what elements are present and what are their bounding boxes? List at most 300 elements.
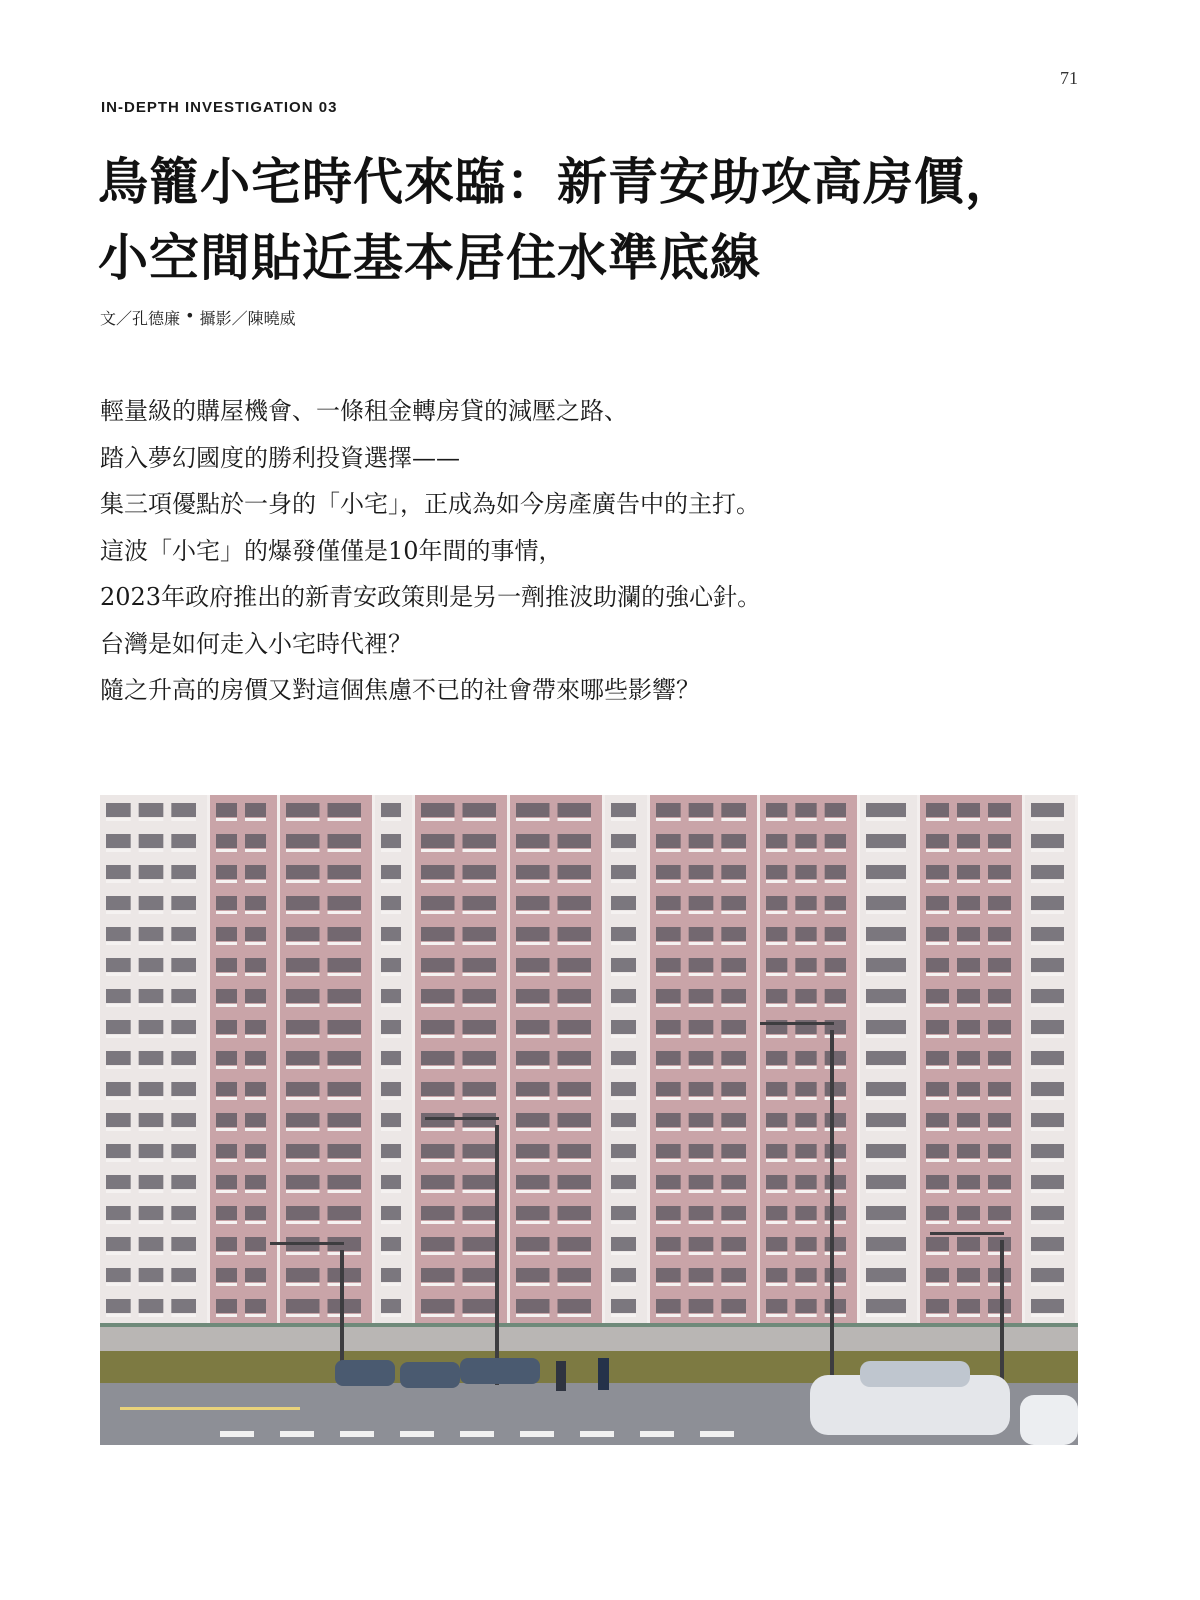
- window: [957, 1268, 980, 1282]
- window: [106, 958, 131, 972]
- byline-separator: •: [180, 306, 200, 325]
- window: [689, 927, 714, 941]
- window-sill: [463, 973, 497, 976]
- window: [795, 1144, 816, 1158]
- window: [245, 1175, 266, 1189]
- window: [516, 896, 550, 910]
- window: [421, 896, 455, 910]
- window: [656, 1206, 681, 1220]
- window: [216, 896, 237, 910]
- window-sill: [381, 1283, 401, 1286]
- window-sill: [171, 1066, 196, 1069]
- window-sill: [245, 880, 266, 883]
- window-sill: [1031, 973, 1064, 976]
- window-sill: [988, 849, 1011, 852]
- window: [286, 1051, 320, 1065]
- window: [286, 1144, 320, 1158]
- window: [421, 989, 455, 1003]
- window: [171, 1051, 196, 1065]
- window: [689, 1113, 714, 1127]
- window: [558, 1082, 592, 1096]
- article-headline: [98, 144, 1108, 296]
- window-sill: [611, 1283, 636, 1286]
- window: [689, 958, 714, 972]
- window: [957, 803, 980, 817]
- facade-column-edge: [602, 795, 605, 1335]
- window: [139, 1299, 164, 1313]
- window: [516, 1268, 550, 1282]
- window-sill: [216, 1314, 237, 1317]
- window: [611, 958, 636, 972]
- window: [988, 803, 1011, 817]
- window-sill: [245, 1283, 266, 1286]
- street-lamp-arm: [270, 1242, 344, 1245]
- window: [463, 1144, 497, 1158]
- sedan-cabin: [860, 1361, 970, 1387]
- crosswalk-stripe: [460, 1431, 494, 1437]
- window: [245, 896, 266, 910]
- window: [216, 865, 237, 879]
- window-sill: [611, 911, 636, 914]
- window: [245, 927, 266, 941]
- window-sill: [516, 1190, 550, 1193]
- window: [245, 1237, 266, 1251]
- window-sill: [245, 1066, 266, 1069]
- street-lamp-arm: [760, 1022, 834, 1025]
- window-sill: [926, 1066, 949, 1069]
- window: [245, 1020, 266, 1034]
- window: [988, 1144, 1011, 1158]
- perimeter-wall: [100, 1323, 1078, 1355]
- window-sill: [766, 1097, 787, 1100]
- window-sill: [516, 1314, 550, 1317]
- window: [689, 1144, 714, 1158]
- window-sill: [216, 1004, 237, 1007]
- apartment-building-illustration: [100, 795, 1078, 1445]
- window-sill: [328, 942, 362, 945]
- window-sill: [286, 942, 320, 945]
- window: [656, 865, 681, 879]
- window-sill: [988, 1097, 1011, 1100]
- window: [988, 834, 1011, 848]
- window: [1031, 1082, 1064, 1096]
- window: [721, 1082, 746, 1096]
- window: [328, 1082, 362, 1096]
- window-sill: [286, 1283, 320, 1286]
- window: [106, 1051, 131, 1065]
- window-sill: [245, 818, 266, 821]
- window: [171, 927, 196, 941]
- window: [926, 958, 949, 972]
- window: [139, 896, 164, 910]
- window-sill: [139, 1159, 164, 1162]
- window: [825, 1175, 846, 1189]
- window: [988, 927, 1011, 941]
- window-sill: [245, 1252, 266, 1255]
- page-number: 71: [1060, 68, 1078, 88]
- window: [328, 1175, 362, 1189]
- window-sill: [1031, 818, 1064, 821]
- window: [721, 865, 746, 879]
- pedestrian: [556, 1361, 566, 1391]
- window: [286, 1020, 320, 1034]
- window-sill: [171, 818, 196, 821]
- window-sill: [721, 1283, 746, 1286]
- window-sill: [516, 849, 550, 852]
- window-sill: [421, 973, 455, 976]
- window-sill: [689, 1221, 714, 1224]
- window: [421, 1237, 455, 1251]
- window-sill: [926, 1190, 949, 1193]
- window: [216, 927, 237, 941]
- window-sill: [611, 1004, 636, 1007]
- window: [558, 896, 592, 910]
- parked-car: [460, 1358, 540, 1384]
- window: [926, 834, 949, 848]
- window-sill: [463, 1066, 497, 1069]
- window: [926, 1113, 949, 1127]
- window: [328, 865, 362, 879]
- window-sill: [795, 1190, 816, 1193]
- window: [286, 958, 320, 972]
- window-sill: [721, 1128, 746, 1131]
- window: [795, 1237, 816, 1251]
- window-sill: [988, 1159, 1011, 1162]
- window-sill: [245, 1128, 266, 1131]
- window-sill: [825, 942, 846, 945]
- window-sill: [328, 1004, 362, 1007]
- window-sill: [1031, 1066, 1064, 1069]
- window-sill: [463, 1190, 497, 1193]
- window: [795, 1206, 816, 1220]
- window-sill: [381, 1035, 401, 1038]
- window: [216, 1144, 237, 1158]
- window-sill: [866, 1004, 906, 1007]
- window: [381, 896, 401, 910]
- window: [516, 1082, 550, 1096]
- window: [766, 1144, 787, 1158]
- window-sill: [328, 973, 362, 976]
- window-sill: [611, 1097, 636, 1100]
- window-sill: [689, 973, 714, 976]
- window-sill: [421, 849, 455, 852]
- window-sill: [825, 973, 846, 976]
- window-sill: [106, 880, 131, 883]
- window: [866, 1144, 906, 1158]
- window: [721, 896, 746, 910]
- window-sill: [825, 1004, 846, 1007]
- window: [689, 1082, 714, 1096]
- window: [689, 1206, 714, 1220]
- window: [825, 989, 846, 1003]
- window-sill: [795, 1283, 816, 1286]
- window-sill: [558, 1097, 592, 1100]
- facade-column-edge: [857, 795, 860, 1335]
- window: [957, 1237, 980, 1251]
- window-sill: [825, 1097, 846, 1100]
- window-sill: [825, 1221, 846, 1224]
- window: [421, 1020, 455, 1034]
- window-sill: [1031, 911, 1064, 914]
- window: [421, 1082, 455, 1096]
- window-sill: [957, 1004, 980, 1007]
- window-sill: [328, 1190, 362, 1193]
- window-sill: [328, 1252, 362, 1255]
- window-sill: [721, 1097, 746, 1100]
- window: [328, 1206, 362, 1220]
- window: [463, 865, 497, 879]
- window: [689, 1237, 714, 1251]
- window: [926, 1299, 949, 1313]
- window-sill: [866, 1066, 906, 1069]
- window-sill: [988, 911, 1011, 914]
- window-sill: [139, 1004, 164, 1007]
- window-sill: [926, 1159, 949, 1162]
- window: [866, 1113, 906, 1127]
- window-sill: [171, 1252, 196, 1255]
- window-sill: [766, 1314, 787, 1317]
- window-sill: [1031, 1314, 1064, 1317]
- window-sill: [216, 1035, 237, 1038]
- window: [558, 1206, 592, 1220]
- window: [988, 1020, 1011, 1034]
- window-sill: [286, 1221, 320, 1224]
- window: [866, 1175, 906, 1189]
- window: [516, 1299, 550, 1313]
- window: [926, 989, 949, 1003]
- window-sill: [656, 1097, 681, 1100]
- window-sill: [245, 911, 266, 914]
- window: [825, 1268, 846, 1282]
- window: [558, 1237, 592, 1251]
- window-sill: [106, 818, 131, 821]
- window-sill: [463, 818, 497, 821]
- window-sill: [328, 818, 362, 821]
- window-sill: [171, 1221, 196, 1224]
- window: [558, 834, 592, 848]
- window: [611, 1020, 636, 1034]
- window-sill: [421, 1252, 455, 1255]
- window: [957, 989, 980, 1003]
- window-sill: [216, 1190, 237, 1193]
- window: [171, 834, 196, 848]
- lede-line: 集三項優點於一身的「小宅」，正成為如今房產廣告中的主打。: [100, 490, 760, 518]
- window: [245, 865, 266, 879]
- window: [463, 1268, 497, 1282]
- window-sill: [516, 880, 550, 883]
- window-sill: [656, 1159, 681, 1162]
- window-sill: [421, 911, 455, 914]
- window: [328, 1268, 362, 1282]
- window: [171, 1020, 196, 1034]
- window: [825, 1082, 846, 1096]
- window-sill: [957, 1066, 980, 1069]
- window: [957, 958, 980, 972]
- window-sill: [656, 849, 681, 852]
- window-sill: [381, 1221, 401, 1224]
- window: [171, 958, 196, 972]
- window-sill: [381, 1066, 401, 1069]
- window-sill: [1031, 1221, 1064, 1224]
- window: [689, 1051, 714, 1065]
- window: [381, 865, 401, 879]
- white-car-edge: [1020, 1395, 1078, 1445]
- window: [106, 989, 131, 1003]
- window-sill: [721, 1314, 746, 1317]
- window: [106, 1113, 131, 1127]
- window-sill: [106, 1004, 131, 1007]
- window-sill: [381, 1159, 401, 1162]
- window-sill: [139, 1283, 164, 1286]
- window: [866, 958, 906, 972]
- window-sill: [988, 942, 1011, 945]
- window: [1031, 1020, 1064, 1034]
- window-sill: [825, 911, 846, 914]
- window-sill: [139, 1035, 164, 1038]
- window: [866, 1237, 906, 1251]
- window: [988, 1175, 1011, 1189]
- window: [245, 803, 266, 817]
- window-sill: [611, 942, 636, 945]
- window: [795, 1051, 816, 1065]
- window: [171, 1113, 196, 1127]
- window-sill: [656, 1283, 681, 1286]
- window-sill: [171, 1283, 196, 1286]
- window-sill: [957, 911, 980, 914]
- window: [216, 834, 237, 848]
- facade-column-edge: [207, 795, 210, 1335]
- window: [328, 989, 362, 1003]
- window-sill: [171, 1314, 196, 1317]
- window-sill: [421, 818, 455, 821]
- crosswalk-stripe: [640, 1431, 674, 1437]
- window: [721, 1020, 746, 1034]
- window-sill: [421, 1190, 455, 1193]
- window-sill: [1031, 942, 1064, 945]
- window-sill: [795, 1004, 816, 1007]
- window: [328, 1299, 362, 1313]
- window: [866, 927, 906, 941]
- window: [866, 1268, 906, 1282]
- window-sill: [689, 1066, 714, 1069]
- window-sill: [558, 1159, 592, 1162]
- window: [689, 1020, 714, 1034]
- window: [766, 1051, 787, 1065]
- window-sill: [106, 1066, 131, 1069]
- window: [825, 1299, 846, 1313]
- window: [171, 1082, 196, 1096]
- window: [926, 1082, 949, 1096]
- window: [656, 1268, 681, 1282]
- window: [381, 1051, 401, 1065]
- window-sill: [328, 1159, 362, 1162]
- window-sill: [721, 973, 746, 976]
- window-sill: [611, 973, 636, 976]
- window-sill: [957, 1283, 980, 1286]
- window: [957, 1113, 980, 1127]
- window-sill: [926, 1097, 949, 1100]
- window-sill: [795, 1221, 816, 1224]
- window-sill: [216, 911, 237, 914]
- window: [766, 803, 787, 817]
- window: [689, 803, 714, 817]
- window: [689, 896, 714, 910]
- street-lamp-pole: [830, 1030, 834, 1385]
- crosswalk-stripe: [280, 1431, 314, 1437]
- window-sill: [957, 849, 980, 852]
- headline-line-1: 鳥籠小宅時代來臨：新青安助攻高房價，: [98, 152, 1016, 211]
- window: [463, 1082, 497, 1096]
- window: [656, 1020, 681, 1034]
- window-sill: [463, 942, 497, 945]
- window-sill: [1031, 849, 1064, 852]
- window-sill: [656, 1035, 681, 1038]
- window-sill: [866, 1221, 906, 1224]
- window-sill: [463, 880, 497, 883]
- window-sill: [988, 1035, 1011, 1038]
- window-sill: [381, 1252, 401, 1255]
- window-sill: [611, 880, 636, 883]
- window: [328, 803, 362, 817]
- window-sill: [656, 818, 681, 821]
- window-sill: [957, 973, 980, 976]
- window-sill: [421, 880, 455, 883]
- window-sill: [558, 880, 592, 883]
- window-sill: [245, 849, 266, 852]
- window: [795, 1113, 816, 1127]
- window: [216, 803, 237, 817]
- window: [106, 1175, 131, 1189]
- window-sill: [245, 1004, 266, 1007]
- window-sill: [766, 1190, 787, 1193]
- window-sill: [721, 1252, 746, 1255]
- window-sill: [866, 911, 906, 914]
- crosswalk-stripe: [580, 1431, 614, 1437]
- window: [957, 896, 980, 910]
- window-sill: [516, 1128, 550, 1131]
- window-sill: [689, 1190, 714, 1193]
- window-sill: [866, 942, 906, 945]
- window: [516, 1113, 550, 1127]
- window-sill: [825, 1252, 846, 1255]
- window: [328, 1051, 362, 1065]
- window-sill: [381, 1128, 401, 1131]
- window: [171, 865, 196, 879]
- window-sill: [825, 849, 846, 852]
- wall-cap: [100, 1323, 1078, 1327]
- window: [421, 865, 455, 879]
- window: [463, 989, 497, 1003]
- window: [988, 896, 1011, 910]
- window: [721, 1113, 746, 1127]
- window-sill: [611, 818, 636, 821]
- window-sill: [689, 1004, 714, 1007]
- window: [926, 1175, 949, 1189]
- window: [1031, 1268, 1064, 1282]
- window-sill: [106, 849, 131, 852]
- window-sill: [421, 1283, 455, 1286]
- window-sill: [558, 1221, 592, 1224]
- window: [171, 1299, 196, 1313]
- window: [516, 1206, 550, 1220]
- window: [721, 803, 746, 817]
- window-sill: [689, 880, 714, 883]
- window-sill: [516, 911, 550, 914]
- window: [463, 896, 497, 910]
- window: [988, 1268, 1011, 1282]
- window-sill: [421, 1066, 455, 1069]
- window-sill: [421, 1097, 455, 1100]
